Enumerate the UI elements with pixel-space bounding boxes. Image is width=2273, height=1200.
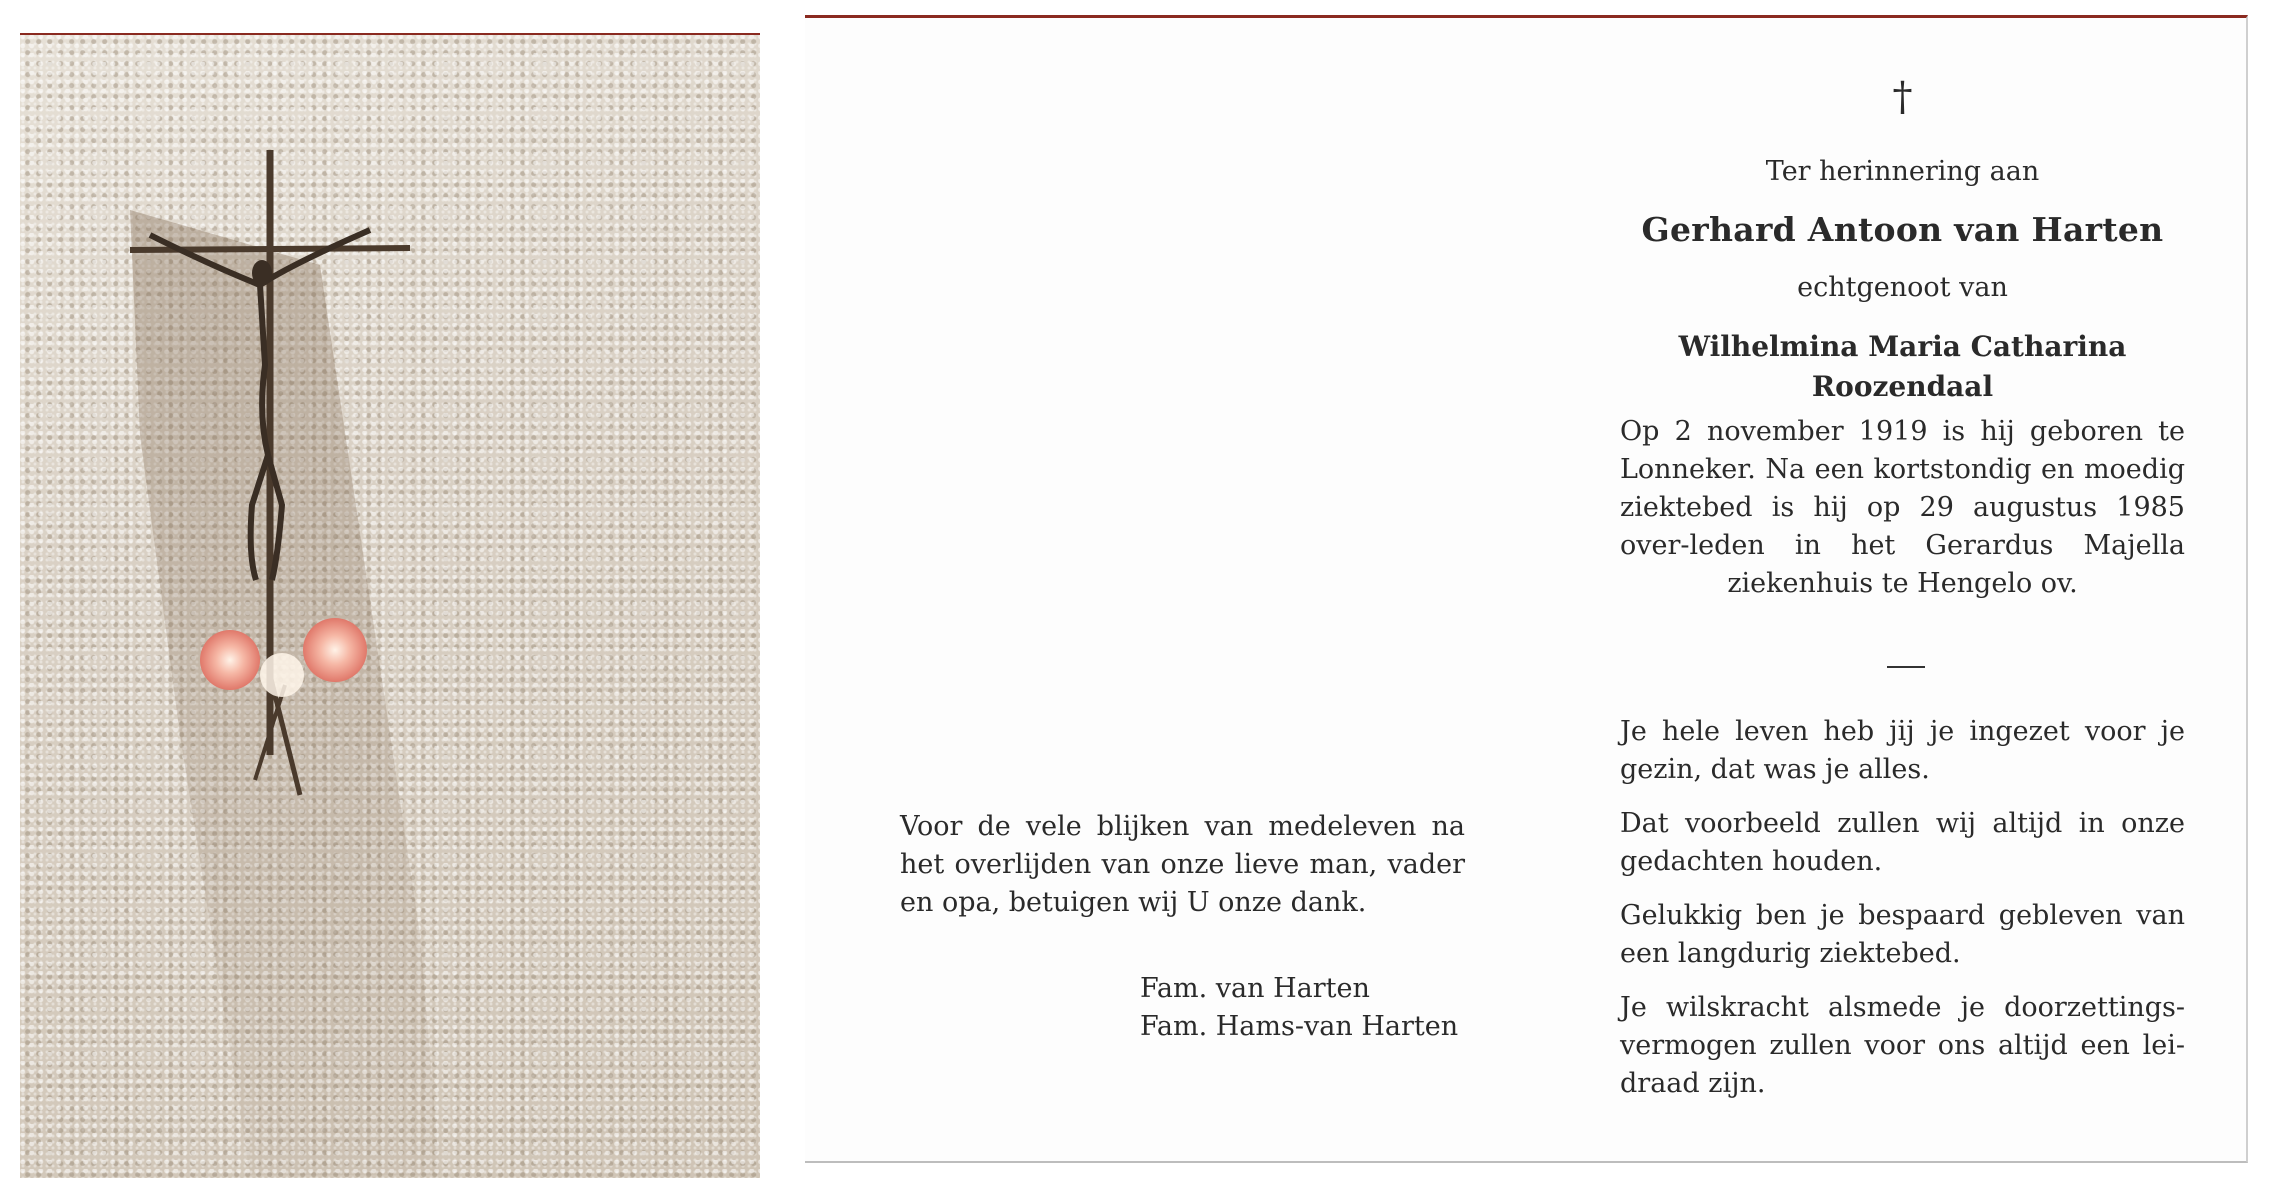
rose-right	[303, 618, 367, 682]
crucifix-illustration	[20, 35, 760, 1178]
spouse-name	[1620, 327, 2185, 407]
corpus-head	[252, 260, 272, 286]
biography-text: Op 2 november 1919 is hij geboren te Lonneker. Na een kortstondig en moedig ziektebed is hij op 29 augustus 1985 over-leden in het Gerardus Majella ziekenhuis te Hengelo ov.	[1620, 416, 2185, 599]
memorial-card-inside	[805, 15, 2248, 1163]
cross-icon: †	[1892, 74, 1913, 120]
rose-left	[200, 630, 260, 690]
thanks-text: Voor de vele blijken van medeleven na het overlijden van onze lieve man, vader en opa, betuigen wij U onze dank.	[900, 811, 1465, 918]
verse-2: Dat voorbeeld zullen wij altijd in onze gedachten houden.	[1620, 808, 2185, 877]
verse-4: Je wilskracht alsmede je doorzettings-vermogen zullen voor ons altijd een lei-draad zijn.	[1620, 992, 2185, 1099]
crucifix-photo	[20, 33, 760, 1178]
thanks-section	[900, 808, 1465, 1046]
verse-3: Gelukkig ben je bespaard gebleven van een langdurig ziektebed.	[1620, 900, 2185, 969]
section-divider	[1887, 666, 1925, 668]
verse-1: Je hele leven heb jij je ingezet voor je gezin, dat was je alles.	[1620, 716, 2185, 785]
signature-hams-van-harten: Fam. Hams-van Harten	[1140, 1011, 1459, 1042]
spouse-name-line-1: Wilhelmina Maria Catharina	[1678, 330, 2127, 363]
remembrance-intro: Ter herinnering aan	[1765, 156, 2040, 187]
spouse-intro: echtgenoot van	[1797, 272, 2008, 303]
signature-van-harten: Fam. van Harten	[1140, 973, 1370, 1004]
verses	[1620, 713, 2185, 1119]
spouse-name-line-2: Roozendaal	[1811, 370, 1994, 403]
deceased-name: Gerhard Antoon van Harten	[1641, 210, 2164, 249]
rose-glow	[260, 653, 304, 697]
signatures	[1140, 970, 1465, 1046]
